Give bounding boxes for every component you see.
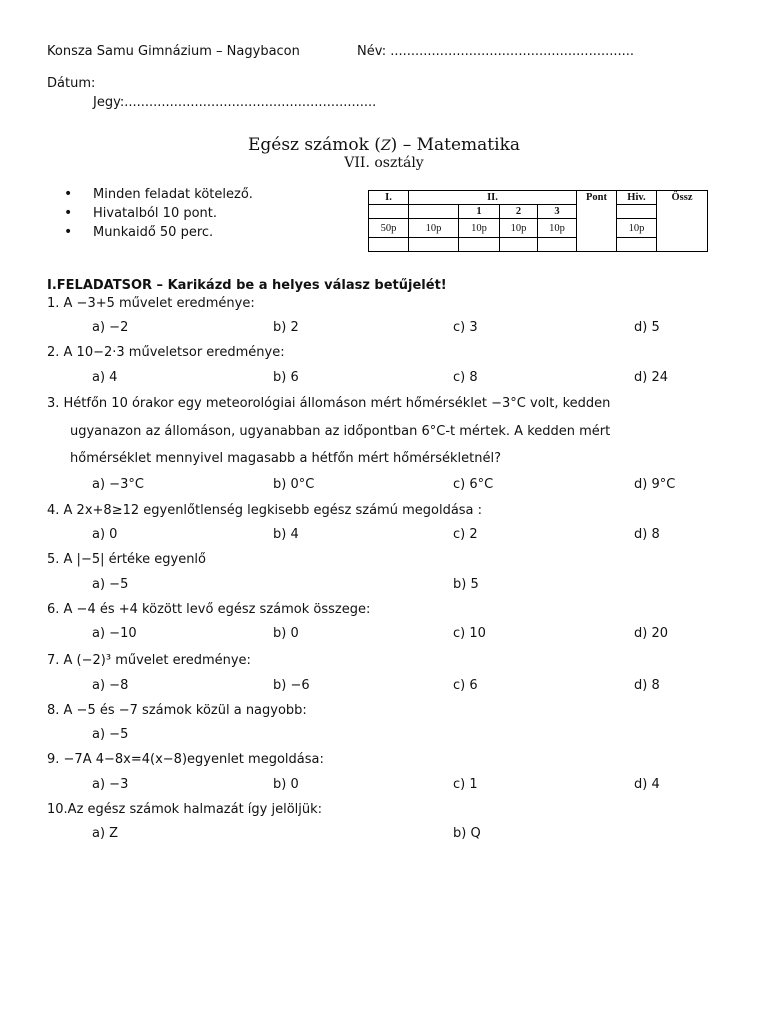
question-text-line: hőmérséklet mennyivel magasabb a hétfőn mért hőmérsékletnél? bbox=[70, 451, 501, 466]
answer-option[interactable]: a) −3°C bbox=[92, 477, 144, 492]
question-text: 6. A −4 és +4 között levő egész számok összege: bbox=[47, 602, 371, 617]
answer-option[interactable]: a) −5 bbox=[92, 577, 129, 592]
question-text: 1. A −3+5 művelet eredménye: bbox=[47, 296, 255, 311]
answer-option[interactable]: d) 8 bbox=[634, 678, 660, 693]
answer-option[interactable]: b) 0 bbox=[273, 626, 299, 641]
table-score-cell[interactable] bbox=[617, 238, 657, 252]
question-text: 2. A 10−2·3 műveletsor eredménye: bbox=[47, 345, 285, 360]
question-text: 4. A 2x+8≥12 egyenlőtlenség legkisebb egész számú megoldása : bbox=[47, 503, 483, 518]
table-points: 10p bbox=[409, 219, 459, 238]
table-subheader: 2 bbox=[500, 205, 538, 219]
answer-option[interactable]: a) −2 bbox=[92, 320, 129, 335]
answer-option[interactable]: d) 20 bbox=[634, 626, 668, 641]
table-score-cell[interactable] bbox=[409, 238, 459, 252]
name-field-label: Név: ........................................................... bbox=[357, 44, 635, 59]
question-text: 8. A −5 és −7 számok közül a nagyobb: bbox=[47, 703, 307, 718]
question-text: 10.Az egész számok halmazát így jelöljük: bbox=[47, 802, 323, 817]
title-set-symbol: Z bbox=[380, 138, 391, 154]
rules-list bbox=[64, 185, 253, 242]
table-subheader: 3 bbox=[538, 205, 577, 219]
answer-option[interactable]: a) −8 bbox=[92, 678, 129, 693]
answer-option[interactable]: c) 2 bbox=[453, 527, 478, 542]
answer-option[interactable]: b) 5 bbox=[453, 577, 479, 592]
answer-option[interactable]: b) 6 bbox=[273, 370, 299, 385]
question-text: 5. A |−5| értéke egyenlő bbox=[47, 552, 206, 567]
answer-option[interactable]: b) 0 bbox=[273, 777, 299, 792]
question-text: 7. A (−2)³ művelet eredménye: bbox=[47, 653, 251, 668]
table-header-hiv: Hiv. bbox=[617, 191, 657, 205]
table-score-cell[interactable] bbox=[459, 238, 500, 252]
answer-option[interactable]: c) 3 bbox=[453, 320, 478, 335]
answer-option[interactable]: b) 4 bbox=[273, 527, 299, 542]
answer-option[interactable]: a) 0 bbox=[92, 527, 118, 542]
question-text-line: ugyanazon az állomáson, ugyanabban az időpontban 6°C-t mértek. A kedden mért bbox=[70, 424, 611, 439]
answer-option[interactable]: a) −3 bbox=[92, 777, 129, 792]
table-header-pont: Pont bbox=[577, 191, 617, 252]
answer-option[interactable]: d) 5 bbox=[634, 320, 660, 335]
section-heading: I.FELADATSOR – Karikázd be a helyes válasz betűjelét! bbox=[47, 278, 447, 293]
rule-item: • Hivatalból 10 pont. bbox=[64, 204, 253, 223]
rule-item: • Minden feladat kötelező. bbox=[64, 185, 253, 204]
table-cell bbox=[617, 205, 657, 219]
answer-option[interactable]: a) −5 bbox=[92, 727, 129, 742]
answer-option[interactable]: c) 6 bbox=[453, 678, 478, 693]
table-points: 50p bbox=[369, 219, 409, 238]
answer-option[interactable]: c) 8 bbox=[453, 370, 478, 385]
table-header-II: II. bbox=[409, 191, 577, 205]
table-cell bbox=[409, 205, 459, 219]
title-text-post: ) – Matematika bbox=[390, 135, 521, 155]
question-text-line: 3. Hétfőn 10 órakor egy meteorológiai állomáson mért hőmérséklet −3°C volt, kedden bbox=[47, 396, 611, 411]
answer-option[interactable]: c) 1 bbox=[453, 777, 478, 792]
table-score-cell[interactable] bbox=[538, 238, 577, 252]
answer-option[interactable]: d) 4 bbox=[634, 777, 660, 792]
school-name: Konsza Samu Gimnázium – Nagybacon bbox=[47, 44, 300, 59]
grade-label: Jegy:............................................................. bbox=[93, 95, 377, 110]
page-title bbox=[0, 135, 768, 155]
table-score-cell[interactable] bbox=[369, 238, 409, 252]
answer-option[interactable]: b) −6 bbox=[273, 678, 310, 693]
table-points: 10p bbox=[538, 219, 577, 238]
table-header-ossz: Össz bbox=[657, 191, 708, 252]
answer-option[interactable]: a) 4 bbox=[92, 370, 118, 385]
answer-option[interactable]: c) 6°C bbox=[453, 477, 494, 492]
table-points: 10p bbox=[459, 219, 500, 238]
table-cell bbox=[369, 205, 409, 219]
answer-option[interactable]: d) 24 bbox=[634, 370, 668, 385]
question-text: 9. −7A 4−8x=4(x−8)egyenlet megoldása: bbox=[47, 752, 324, 767]
class-subtitle: VII. osztály bbox=[344, 155, 424, 171]
score-table bbox=[368, 190, 708, 252]
answer-option[interactable]: a) −10 bbox=[92, 626, 137, 641]
answer-option[interactable]: a) Z bbox=[92, 826, 119, 841]
answer-option[interactable]: b) Q bbox=[453, 826, 481, 841]
answer-option[interactable]: d) 8 bbox=[634, 527, 660, 542]
rule-item: • Munkaidő 50 perc. bbox=[64, 223, 253, 242]
answer-option[interactable]: d) 9°C bbox=[634, 477, 676, 492]
answer-option[interactable]: b) 0°C bbox=[273, 477, 315, 492]
table-score-cell[interactable] bbox=[500, 238, 538, 252]
answer-option[interactable]: c) 10 bbox=[453, 626, 486, 641]
table-header-I: I. bbox=[369, 191, 409, 205]
title-text-pre: Egész számok ( bbox=[247, 135, 381, 155]
table-points: 10p bbox=[500, 219, 538, 238]
answer-option[interactable]: b) 2 bbox=[273, 320, 299, 335]
table-points: 10p bbox=[617, 219, 657, 238]
table-subheader: 1 bbox=[459, 205, 500, 219]
date-label: Dátum: bbox=[47, 76, 96, 91]
